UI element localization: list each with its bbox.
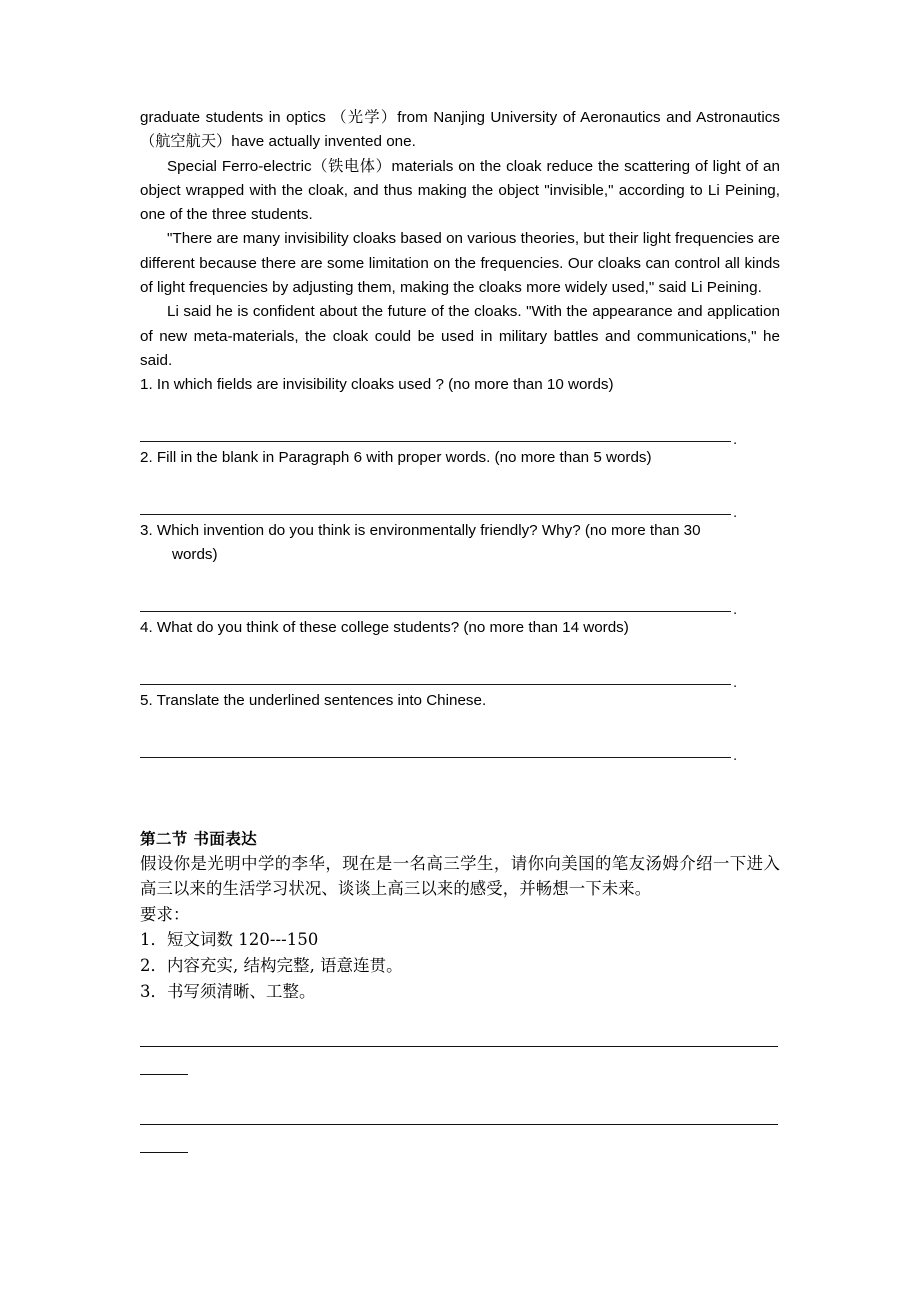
answer-row-5[interactable] (140, 713, 780, 762)
answer-end-period-3: . (733, 600, 738, 618)
writing-requirement-1: 1．短文词数 120---150 (140, 930, 319, 950)
question-text-3: 3. Which invention do you think is environmentally friendly? Why? (no more than 30 (140, 521, 701, 539)
page-content (140, 106, 780, 1160)
passage-paragraph-3: "There are many invisibility cloaks based on various theories, but their light frequencies are different because there are some limitation on the frequencies. Our cloaks can control all kinds of light frequencies by adjusting them, making the cloaks more widely used," said Li Peining. (140, 230, 780, 297)
question-item-4 (140, 616, 780, 689)
writing-section-heading: 第二节 书面表达 (140, 829, 257, 848)
writing-rule-gap (140, 1082, 780, 1104)
writing-requirements-label: 要求： (140, 904, 190, 924)
question-text-3-continuation: words) (172, 546, 218, 564)
passage-paragraph-1: graduate students in optics （光学）from Nanjing University of Aeronautics and Astronautics（航空航天）have actually invented one. (140, 109, 780, 151)
writing-section-prompt: 假设你是光明中学的李华，现在是一名高三学生，请你向美国的笔友汤姆介绍一下进入高三以来的生活学习状况、谈谈上高三以来的感受，并畅想一下未来。 (140, 853, 780, 899)
answer-end-period-5: . (733, 746, 738, 764)
question-list (140, 373, 780, 764)
section-divider-space (140, 762, 780, 828)
answer-line-5[interactable] (140, 757, 731, 758)
writing-rule-2-line[interactable] (140, 1124, 778, 1125)
question-item-5 (140, 689, 780, 762)
answer-end-period-2: . (733, 503, 738, 521)
writing-rule-2-wrap[interactable] (140, 1152, 188, 1153)
question-item-3 (140, 519, 780, 616)
writing-requirement-3: 3．书写须清晰、工整。 (140, 981, 316, 1001)
question-text-5: 5. Translate the underlined sentences into Chinese. (140, 691, 487, 709)
writing-section (140, 828, 780, 1161)
answer-end-period-4: . (733, 673, 738, 691)
writing-requirement-2: 2．内容充实, 结构完整, 语意连贯。 (140, 955, 403, 975)
writing-rule-1-wrap[interactable] (140, 1074, 188, 1075)
question-item-2 (140, 446, 780, 519)
passage-paragraph-2: Special Ferro-electric（铁电体）materials on the cloak reduce the scattering of light of an object wrapped with the cloak, and thus making the object "invisible," according to Li Peining, one of the three students. (140, 157, 780, 224)
writing-rule-1[interactable] (140, 1026, 780, 1082)
question-text-2: 2. Fill in the blank in Paragraph 6 with proper words. (no more than 5 words) (140, 449, 652, 467)
answer-end-period-1: . (733, 431, 738, 449)
reading-passage (140, 106, 780, 373)
answer-line-3[interactable] (140, 611, 731, 612)
answer-row-1[interactable] (140, 398, 780, 447)
answer-line-4[interactable] (140, 684, 731, 685)
answer-row-3[interactable] (140, 567, 780, 616)
writing-rule-1-line[interactable] (140, 1046, 778, 1047)
answer-line-2[interactable] (140, 514, 731, 515)
question-text-1: 1. In which fields are invisibility cloaks used ? (no more than 10 words) (140, 376, 614, 394)
answer-line-1[interactable] (140, 441, 731, 442)
answer-row-4[interactable] (140, 640, 780, 689)
question-item-1 (140, 373, 780, 449)
writing-rule-2[interactable] (140, 1104, 780, 1160)
question-text-4: 4. What do you think of these college students? (no more than 14 words) (140, 618, 629, 636)
writing-answer-area[interactable] (140, 1026, 780, 1160)
answer-row-2[interactable] (140, 470, 780, 519)
passage-paragraph-4: Li said he is confident about the future of the cloaks. "With the appearance and application of new meta-materials, the cloak could be used in military battles and communications," he said. (140, 303, 780, 369)
